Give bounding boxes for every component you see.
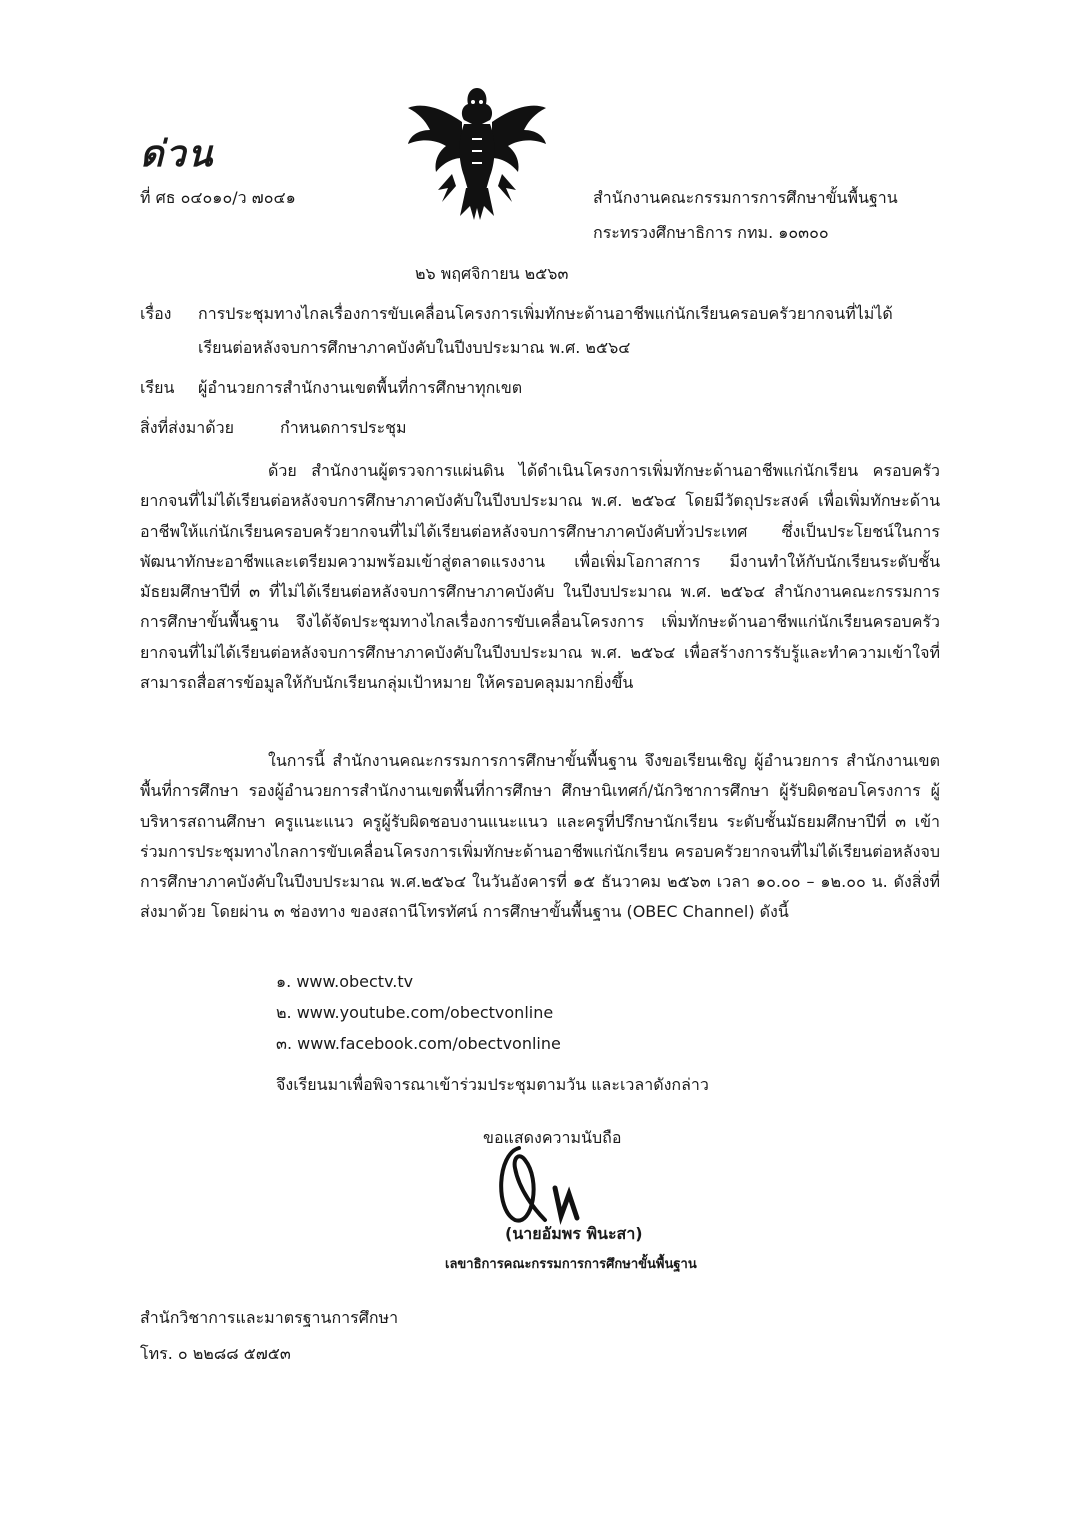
salutation: ขอแสดงความนับถือ — [483, 1128, 622, 1147]
channel-link-facebook[interactable]: ๓. www.facebook.com/obectvonline — [276, 1034, 561, 1053]
signer-name: (นายอัมพร พินะสา) — [505, 1224, 643, 1243]
channel-link-obectv[interactable]: ๑. www.obectv.tv — [276, 972, 414, 991]
recipient-value: ผู้อำนวยการสำนักงานเขตพื้นที่การศึกษาทุกเขต — [198, 378, 523, 397]
subject-label: เรื่อง — [140, 304, 172, 323]
enclosure-value: กำหนดการประชุม — [280, 418, 407, 437]
handwritten-signature — [475, 1140, 585, 1230]
signer-position: เลขาธิการคณะกรรมการการศึกษาขั้นพื้นฐาน — [445, 1257, 697, 1272]
body-paragraph-1 — [140, 456, 940, 698]
issuing-org-address: กระทรวงศึกษาธิการ กทม. ๑๐๓๐๐ — [593, 223, 829, 242]
body-text-line: ด้วย สำนักงานผู้ตรวจการแผ่นดิน ได้ดำเนินโครงการเพิ่มทักษะด้านอาชีพแก่นักเรียน ครอบครัวยากจนที่ไม่ได้เรียนต่อหลังจบการศึกษาภาคบังคับในปีงบประมาณ พ.ศ. ๒๕๖๔ โดยมีวัตถุประสงค์ เพื่อเพิ่มทักษะด้านอาชีพให้แก่นักเรียนครอบครัวยากจนที่ไม่ได้เรียนต่อหลังจบการศึกษาภาคบังคับทั่วประเทศ ซึ่งเป็นประโยชน์ในการพัฒนาทักษะอาชีพและเตรียมความพร้อมเข้าสู่ตลาดแรงงาน เพื่อเพิ่มโอกาสการ มีงานทำให้กับนักเรียนระดับชั้นมัธยมศึกษาปีที่ ๓ ที่ไม่ได้เรียนต่อหลังจบการศึกษาภาคบังคับ ในปีงบประมาณ พ.ศ. ๒๕๖๔ สำนักงานคณะกรรมการการศึกษาขั้นพื้นฐาน จึงได้จัดประชุมทางไกลเรื่องการขับเคลื่อนโครงการ เพิ่มทักษะด้านอาชีพแก่นักเรียนครอบครัวยากจนที่ไม่ได้เรียนต่อหลังจบการศึกษาภาคบังคับในปีงบประมาณ พ.ศ. ๒๕๖๔ เพื่อสร้างการรับรู้และทำความเข้าใจที่สามารถสื่อสารข้อมูลให้กับนักเรียนกลุ่มเป้าหมาย ให้ครอบคลุมมากยิ่งขึ้น — [140, 461, 940, 693]
channel-link-youtube[interactable]: ๒. www.youtube.com/obectvonline — [276, 1003, 554, 1022]
letter-date: ๒๖ พฤศจิกายน ๒๕๖๓ — [415, 264, 569, 283]
enclosure-label: สิ่งที่ส่งมาด้วย — [140, 418, 234, 437]
footer-office: สำนักวิชาการและมาตรฐานการศึกษา — [140, 1308, 399, 1327]
urgent-stamp: ด่วน — [140, 134, 215, 175]
body-text-line: ในการนี้ สำนักงานคณะกรรมการการศึกษาขั้นพื้นฐาน จึงขอเรียนเชิญ ผู้อำนวยการ สำนักงานเขตพื้นที่การศึกษา รองผู้อำนวยการสำนักงานเขตพื้นที่การศึกษา ศึกษานิเทศก์/นักวิชาการศึกษา ผู้รับผิดชอบโครงการ ผู้บริหารสถานศึกษา ครูแนะแนว ครูผู้รับผิดชอบงานแนะแนว และครูที่ปรึกษานักเรียน ระดับชั้นมัธยมศึกษาปีที่ ๓ เข้าร่วมการประชุมทางไกลการขับเคลื่อนโครงการเพิ่มทักษะด้านอาชีพแก่นักเรียน ครอบครัวยากจนที่ไม่ได้เรียนต่อหลังจบการศึกษาภาคบังคับในปีงบประมาณ พ.ศ.๒๕๖๔ ในวันอังคารที่ ๑๕ ธันวาคม ๒๕๖๓ เวลา ๑๐.๐๐ – ๑๒.๐๐ น. ดังสิ่งที่ส่งมาด้วย โดยผ่าน ๓ ช่องทาง ของสถานีโทรทัศน์ การศึกษาขั้นพื้นฐาน (OBEC Channel) ดังนี้ — [140, 751, 941, 922]
subject-line-2: เรียนต่อหลังจบการศึกษาภาคบังคับในปีงบประมาณ พ.ศ. ๒๕๖๔ — [198, 338, 631, 357]
subject-line-1: การประชุมทางไกลเรื่องการขับเคลื่อนโครงการเพิ่มทักษะด้านอาชีพแก่นักเรียนครอบครัวยากจนที่ไม่ได้ — [198, 304, 893, 323]
recipient-label: เรียน — [140, 378, 175, 397]
footer-phone: โทร. ๐ ๒๒๘๘ ๕๗๕๓ — [140, 1344, 291, 1363]
closing-request: จึงเรียนมาเพื่อพิจารณาเข้าร่วมประชุมตามวัน และเวลาดังกล่าว — [276, 1075, 709, 1094]
reference-number: ที่ ศธ ๐๔๐๑๐/ว ๗๐๔๑ — [140, 188, 296, 207]
body-paragraph-2 — [140, 746, 940, 928]
garuda-emblem-icon — [402, 78, 552, 228]
issuing-org-name: สำนักงานคณะกรรมการการศึกษาขั้นพื้นฐาน — [593, 188, 898, 207]
